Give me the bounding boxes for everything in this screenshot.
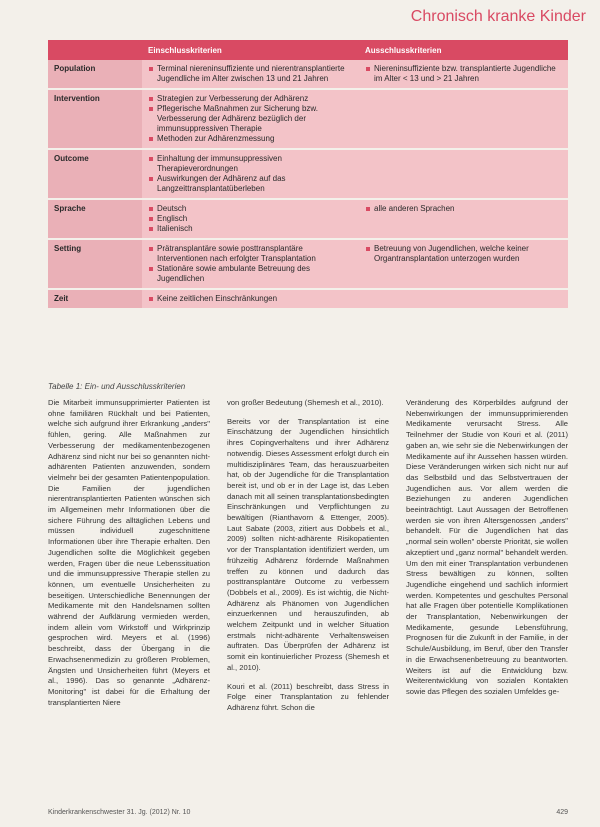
inclusion-cell xyxy=(142,89,359,149)
inclusion-cell xyxy=(142,289,359,309)
exclusion-cell xyxy=(359,289,568,309)
exclusion-cell xyxy=(359,89,568,149)
table-row xyxy=(48,89,568,149)
criteria-item: Keine zeitlichen Einschränkungen xyxy=(157,294,353,304)
exclusion-cell xyxy=(359,60,568,89)
table-caption: Tabelle 1: Ein- und Ausschlusskriterien xyxy=(48,382,186,391)
row-label: Outcome xyxy=(48,149,142,199)
criteria-item: Pflegerische Maßnahmen zur Sicherung bzw. Verbesserung der Adhärenz bezüglich der immunsuppressiven Therapie xyxy=(157,104,353,134)
criteria-item: Einhaltung der immunsuppressiven Therapieverordnungen xyxy=(157,154,353,174)
page-number: 429 xyxy=(556,809,568,816)
table-row xyxy=(48,149,568,199)
criteria-item: Niereninsuffiziente bzw. transplantierte Jugendliche im Alter < 13 und > 21 Jahren xyxy=(374,64,562,84)
paragraph: von großer Bedeutung (Shemesh et al., 2010). xyxy=(227,398,384,407)
inclusion-cell xyxy=(142,60,359,89)
body-text xyxy=(48,398,568,803)
criteria-item: Methoden zur Adhärenzmessung xyxy=(157,134,353,144)
text-column-3 xyxy=(406,398,568,803)
paragraph: Veränderung des Körperbildes aufgrund der Nebenwirkungen der immunsupprimierenden Medikamente verursacht Stress. Alle Teilnehmer der Studie von Kouri et al. (2011) gaben an, wie sehr sie die Nebenwirkungen der Medikamente auf ihr Aussehen hassen würden. Diese Veränderungen wirken sich nicht nur auf das Selbstbild und das Selbstvertrauen der Jugendlichen aus. Vor allem werden die Beziehungen zu anderen Jugendlichen beeinträchtigt. Laut Aussagen der Betroffenen werden sie von ihren Altersgenossen „anders" behandelt. Für die Jugendlichen hat das „normal sein wollen" oberste Priorität, sie wollen akzeptiert und „ganz normal" behandelt werden. Um den mit einer Transplantation verbundenen Stress bewältigen zu können, sollten Jugendliche eingehend und sachlich informiert werden. Kompetentes und geschultes Personal hat alle Fragen über potentielle Komplikationen der Transplantation, Nebenwirkungen der Medikamente, gesunde Lebensführung, Prognosen für die Zukunft in der Familie, in der Schule/Ausbildung, im Beruf, über den Transfer in die Erwachsenenbetreuung zu beantworten. Weiters ist auf die Entwicklung bzw. Weiterentwicklung von sozialen Kontakten sowie das Pflegen des sozialen Umfeldes ge- xyxy=(406,398,568,696)
criteria-table xyxy=(48,40,568,310)
table-row xyxy=(48,199,568,239)
row-label: Setting xyxy=(48,239,142,289)
inclusion-cell xyxy=(142,199,359,239)
criteria-item: Deutsch xyxy=(157,204,353,214)
table-row xyxy=(48,239,568,289)
footer-journal: Kinderkrankenschwester 31. Jg. (2012) Nr. 10 xyxy=(48,809,191,816)
criteria-item: Englisch xyxy=(157,214,353,224)
criteria-item: Stationäre sowie ambulante Betreuung des Jugendlichen xyxy=(157,264,353,284)
exclusion-cell xyxy=(359,239,568,289)
criteria-item: Italienisch xyxy=(157,224,353,234)
table-header-empty xyxy=(48,40,142,60)
criteria-item: Betreuung von Jugendlichen, welche keiner Organtransplantation unterzogen wurden xyxy=(374,244,562,264)
criteria-item: alle anderen Sprachen xyxy=(374,204,562,214)
paragraph: Die Mitarbeit immunsupprimierter Patienten ist ohne familiären Rückhalt und bei Patienten, welche sich aufgrund ihrer Erkrankung „anders" fühlen, gering. Alle Maßnahmen zur Verbesserung der medikamentenbezogenen Adhärenz sind nicht nur bei so genannten nicht-adhärenten Patienten anzuwenden, sondern vielmehr bei der gesamten Patientenpopulation. Die Familien der jugendlichen nierentransplantierten Patienten wünschen sich im Allgemeinen mehr Informationen über die sichere Führung des alltäglichen Lebens und müssen individuell zugeschnittene Informationen über ihre Therapie erhalten. Den Jugendlichen sollte die Möglichkeit gegeben werden, Fragen über die neue Lebenssituation und die immunsuppressive Therapie stellen zu können, um eventuelle Unsicherheiten zu beseitigen. Unterschiedliche Benennungen der Medikamente mit den Handelsnamen sollten während der Aufklärung vermieden werden, indem allein vom Wirkstoff und Wirkprinzip gesprochen wird. Meyers et al. (1996) beschreibt, dass der Übergang in die Erwachsenenmedizin zu größeren Problemen, Ängsten und Unsicherheiten führt (Meyers et al., 1996). Das so genannte „Adhärenz-Monitoring" ist dabei für die Erhaltung der transplantierten Niere xyxy=(48,398,210,707)
row-label: Zeit xyxy=(48,289,142,309)
inclusion-cell xyxy=(142,239,359,289)
page-header-title: Chronisch kranke Kinder xyxy=(410,8,586,25)
row-label: Intervention xyxy=(48,89,142,149)
row-label: Population xyxy=(48,60,142,89)
exclusion-cell xyxy=(359,199,568,239)
paragraph: Bereits vor der Transplantation ist eine Einschätzung der Jugendlichen hinsichtlich ihres Copingverhaltens und ihrer Adhärenz notwendig. Dieses Assessment erfolgt durch ein multidisziplinäres Team, das herauszuarbeiten hat, ob der Jugendliche für die Transplantation bereit ist, und ob er in der Lage ist, das Leben danach mit all seinen transplantationsbedingten Einschränkungen und Verpflichtungen zu bewältigen (Rianthavorn & Ettenger, 2005). Laut Sabate (2003, zitiert aus Dobbels et al., 2009) sollten nicht-adhärente Risikopatienten vor der Transplantation identifiziert werden, um frühzeitig Adhärenz fördernde Maßnahmen treffen zu können und dadurch das posttransplantäre Outcome zu verbessern (Dobbels et al., 2009). Es ist wichtig, die Nicht-Adhärenz als Phänomen von Jugendlichen einzuerkennen und herauszufinden, ab welchem Zeitpunkt und in welcher Situation erstmals nicht-adhärente Verhaltensweisen auftraten. Das Überprüfen der Adhärenz ist somit ein kontinuierlicher Prozess (Shemesh et al., 2010). xyxy=(227,416,389,672)
criteria-item: Auswirkungen der Adhärenz auf das Langzeittransplantatüberleben xyxy=(157,174,353,194)
table-row xyxy=(48,60,568,89)
table-row xyxy=(48,289,568,309)
inclusion-cell xyxy=(142,149,359,199)
criteria-item: Terminal niereninsuffiziente und nierentransplantierte Jugendliche im Alter zwischen 13 und 21 Jahren xyxy=(157,64,353,84)
criteria-item: Strategien zur Verbesserung der Adhärenz xyxy=(157,94,353,104)
paragraph: Kouri et al. (2011) beschreibt, dass Stress in Folge einer Transplantation zu fehlender Adhärenz führt. Schon die xyxy=(227,681,389,712)
exclusion-cell xyxy=(359,149,568,199)
table-header-inclusion: Einschlusskriterien xyxy=(142,40,359,60)
table-header-exclusion: Ausschlusskriterien xyxy=(359,40,568,60)
row-label: Sprache xyxy=(48,199,142,239)
text-column-2 xyxy=(227,398,389,803)
criteria-item: Prätransplantäre sowie posttransplantäre Interventionen nach erfolgter Transplantation xyxy=(157,244,353,264)
text-column-1 xyxy=(48,398,210,803)
